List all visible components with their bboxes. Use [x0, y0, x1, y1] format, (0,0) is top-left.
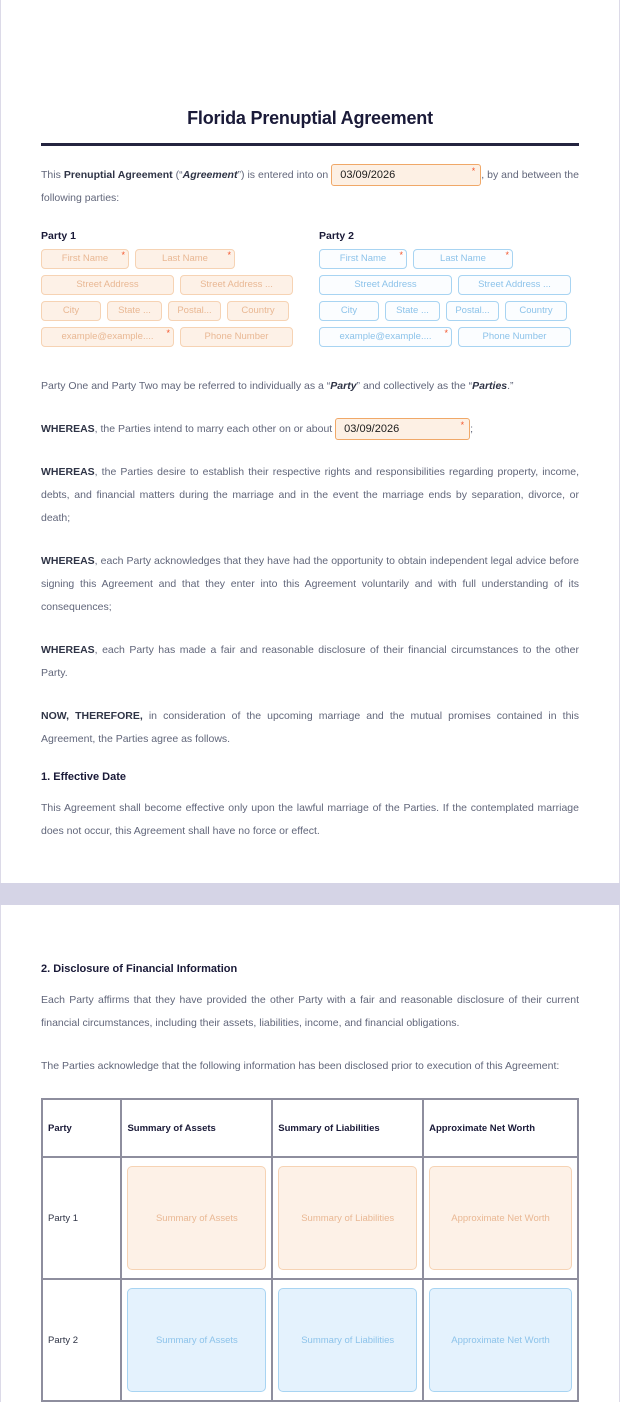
whereas-rights-text: , the Parties desire to establish their respective rights and responsibilities regarding property, income, debts, and financial matters during the marriage and in the event the marriage ends by separation, divorce, or death; [41, 466, 579, 524]
table-cell-party-2-net-worth [423, 1279, 578, 1401]
party-1-heading: Party 1 [41, 230, 77, 242]
whereas-advice-text: , each Party acknowledges that they have had the opportunity to obtain independent legal advice before signing this Agreement and that they enter into this Agreement voluntarily and with full understanding of its consequences; [41, 555, 579, 613]
party-1-first-name-input[interactable] [41, 249, 129, 269]
party-2-address-row [319, 275, 579, 295]
table-cell-party-2-assets [121, 1279, 272, 1401]
required-asterisk-icon: * [471, 166, 476, 177]
intro-paren-close: ”) is entered into on [237, 169, 332, 181]
section-1-paragraph-1: This Agreement shall become effective only upon the lawful marriage of the Parties. If the contemplated marriage does not occur, this Agreement shall have no force or effect. [41, 802, 579, 837]
section-1-heading: 1. Effective Date [41, 771, 126, 783]
party-1-address-row [41, 275, 301, 295]
intro-after-date: , by and between the following parties: [41, 169, 579, 204]
now-therefore-paragraph [41, 705, 579, 751]
intro-bold-term: Prenuptial Agreement [63, 169, 173, 181]
intro-lead: This [41, 169, 64, 181]
parties-section [41, 230, 579, 353]
table-cell-party-1-net-worth [423, 1157, 578, 1279]
whereas-advice-paragraph [41, 550, 579, 619]
party-2-block [319, 230, 579, 353]
table-cell-party-1-label: Party 1 [42, 1157, 121, 1279]
intro-paren-open: (“ [172, 169, 183, 181]
intro-paragraph [41, 164, 579, 210]
whereas-marry-text: , the Parties intend to marry each other on or about [94, 423, 336, 435]
party-1-locality-row [41, 301, 301, 321]
section-2-paragraph-2: The Parties acknowledge that the following information has been disclosed prior to execution of this Agreement: [41, 1060, 560, 1072]
document-page-2 [0, 905, 620, 1402]
marriage-date-field[interactable] [335, 418, 470, 440]
section-2-heading: 2. Disclosure of Financial Information [41, 963, 238, 975]
agreement-date-value: 03/09/2026 [340, 169, 396, 182]
party-2-last-name-input[interactable] [413, 249, 513, 269]
intro-italic-term: Agreement [182, 169, 238, 181]
party-1-phone-input[interactable]: Phone Number [180, 327, 293, 347]
whereas-label: WHEREAS [41, 644, 95, 656]
now-therefore-text: in consideration of the upcoming marriage and the mutual promises contained in this Agreement, the Parties agree as follows. [41, 710, 579, 745]
party-1-name-row [41, 249, 301, 269]
party-2-street-address-2-input[interactable]: Street Address ... [458, 275, 571, 295]
party-2-state-input[interactable]: State ... [385, 301, 440, 321]
section-2-paragraph-1: Each Party affirms that they have provided the other Party with a fair and reasonable disclosure of their current financial circumstances, including their assets, liabilities, income, and financial obligations. [41, 994, 579, 1029]
party-2-email-input[interactable] [319, 327, 452, 347]
whereas-disclosure-text: , each Party has made a fair and reasonable disclosure of their financial circumstances to the other Party. [41, 644, 579, 679]
party-1-liabilities-input[interactable]: Summary of Liabilities [278, 1166, 417, 1270]
party-2-first-name-input[interactable] [319, 249, 407, 269]
party-1-state-input[interactable]: State ... [107, 301, 162, 321]
definition-mid-text: ” and collectively as the “ [356, 380, 473, 392]
party-1-last-name-placeholder: Last Name [162, 253, 208, 264]
party-1-first-name-placeholder: First Name [61, 253, 109, 264]
table-header-assets: Summary of Assets [121, 1099, 272, 1157]
party-1-street-address-input[interactable]: Street Address [41, 275, 174, 295]
party-2-contact-row [319, 327, 579, 347]
required-asterisk-icon: * [444, 328, 448, 338]
definition-pre-text: Party One and Party Two may be referred to individually as a “ [41, 380, 331, 392]
table-cell-party-1-liabilities [272, 1157, 423, 1279]
party-1-assets-input[interactable]: Summary of Assets [127, 1166, 266, 1270]
table-header-net-worth: Approximate Net Worth [423, 1099, 578, 1157]
required-asterisk-icon: * [505, 250, 509, 260]
definition-party-term: Party [330, 380, 357, 392]
required-asterisk-icon: * [460, 420, 465, 431]
party-2-net-worth-input[interactable]: Approximate Net Worth [429, 1288, 572, 1392]
whereas-rights-paragraph [41, 461, 579, 530]
page-break-separator [0, 883, 620, 905]
whereas-label: WHEREAS [41, 466, 95, 478]
table-row [42, 1279, 578, 1401]
party-2-postal-input[interactable]: Postal... [446, 301, 499, 321]
whereas-marry-suffix: ; [470, 423, 474, 435]
party-2-last-name-placeholder: Last Name [440, 253, 486, 264]
whereas-disclosure-paragraph [41, 639, 579, 685]
required-asterisk-icon: * [399, 250, 403, 260]
table-cell-party-2-label: Party 2 [42, 1279, 121, 1401]
definition-end-text: .” [507, 380, 514, 392]
table-header-row [42, 1099, 578, 1157]
party-1-postal-input[interactable]: Postal... [168, 301, 221, 321]
marriage-date-value: 03/09/2026 [344, 423, 400, 436]
party-2-street-address-input[interactable]: Street Address [319, 275, 452, 295]
table-row [42, 1157, 578, 1279]
whereas-marry-paragraph [41, 418, 579, 441]
party-1-street-address-2-input[interactable]: Street Address ... [180, 275, 293, 295]
whereas-label: WHEREAS [41, 423, 95, 435]
party-2-city-input[interactable]: City [319, 301, 379, 321]
party-1-last-name-input[interactable] [135, 249, 235, 269]
party-1-net-worth-input[interactable]: Approximate Net Worth [429, 1166, 572, 1270]
party-2-email-placeholder: example@example.... [339, 331, 432, 342]
party-2-locality-row [319, 301, 579, 321]
title-divider [41, 143, 579, 146]
page-title: Florida Prenuptial Agreement [187, 108, 433, 128]
disclosure-table [41, 1098, 579, 1402]
party-1-email-input[interactable] [41, 327, 174, 347]
party-2-country-input[interactable]: Country [505, 301, 567, 321]
definition-parties-term: Parties [472, 380, 508, 392]
table-header-liabilities: Summary of Liabilities [272, 1099, 423, 1157]
now-therefore-label: NOW, THEREFORE, [41, 710, 143, 722]
required-asterisk-icon: * [166, 328, 170, 338]
party-1-contact-row [41, 327, 301, 347]
party-1-block [41, 230, 301, 353]
table-header-party: Party [42, 1099, 121, 1157]
whereas-label: WHEREAS [41, 555, 95, 567]
definition-paragraph [41, 375, 579, 398]
party-2-heading: Party 2 [319, 230, 355, 242]
party-2-liabilities-input[interactable]: Summary of Liabilities [278, 1288, 417, 1392]
party-2-first-name-placeholder: First Name [339, 253, 387, 264]
party-1-email-placeholder: example@example.... [61, 331, 154, 342]
party-2-name-row [319, 249, 579, 269]
party-1-city-input[interactable]: City [41, 301, 101, 321]
party-2-phone-input[interactable]: Phone Number [458, 327, 571, 347]
table-cell-party-1-assets [121, 1157, 272, 1279]
agreement-date-field[interactable] [331, 164, 481, 186]
required-asterisk-icon: * [227, 250, 231, 260]
table-cell-party-2-liabilities [272, 1279, 423, 1401]
party-1-country-input[interactable]: Country [227, 301, 289, 321]
required-asterisk-icon: * [121, 250, 125, 260]
party-2-assets-input[interactable]: Summary of Assets [127, 1288, 266, 1392]
